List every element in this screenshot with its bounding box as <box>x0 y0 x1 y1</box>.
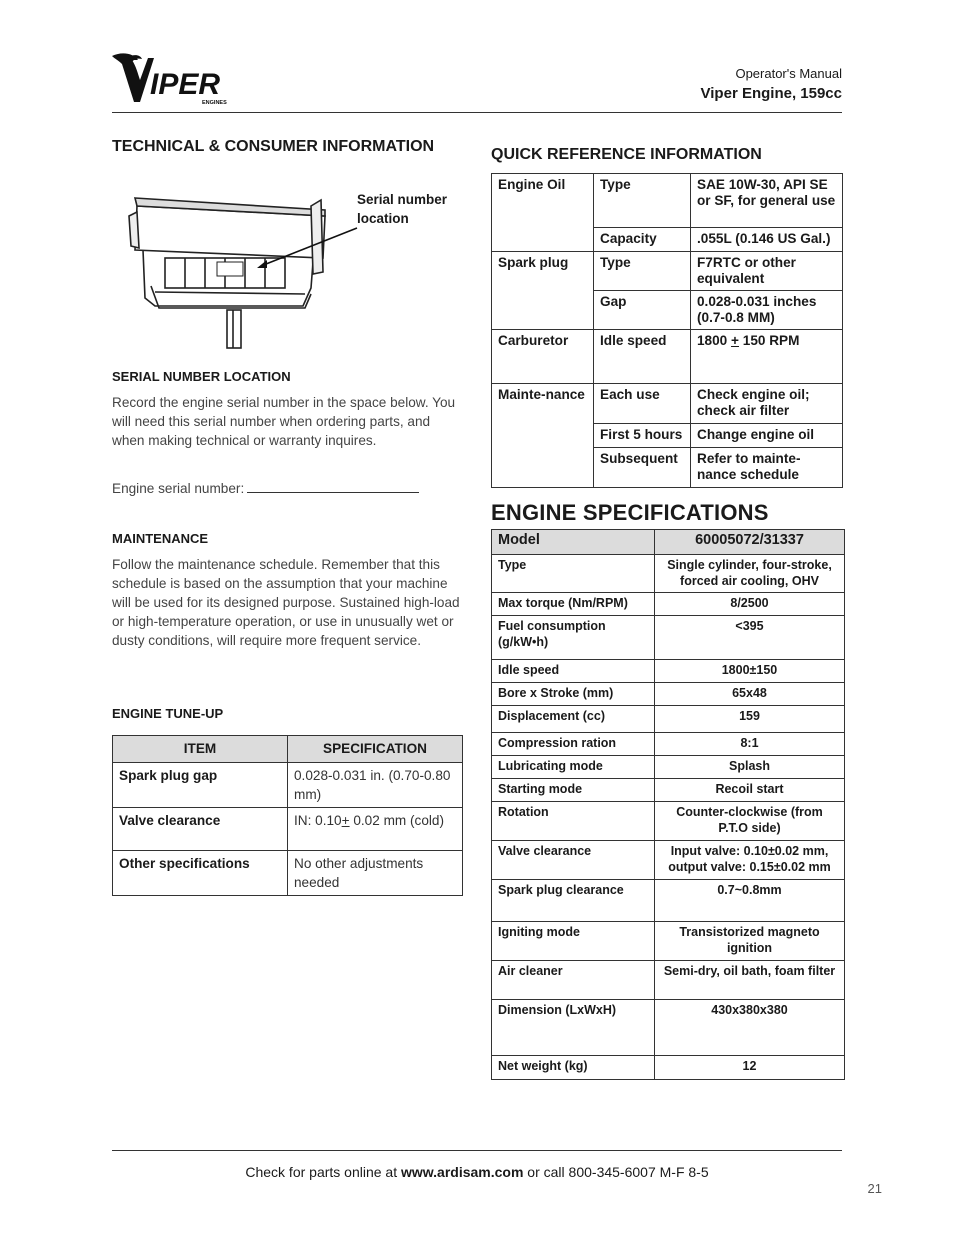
spec-value: Splash <box>655 756 845 779</box>
spec-label: Idle speed <box>492 660 655 683</box>
spec-model-value: 60005072/31337 <box>655 530 845 555</box>
engine-specifications-title: ENGINE SPECIFICATIONS <box>491 500 769 525</box>
table-row <box>492 555 845 593</box>
header-manual-label: Operator's Manual <box>735 66 842 81</box>
table-row <box>492 922 845 961</box>
table-row <box>492 802 845 841</box>
engine-serial-blank[interactable] <box>247 480 419 493</box>
table-row <box>492 841 845 880</box>
spec-value: Recoil start <box>655 779 845 802</box>
table-row <box>492 593 845 616</box>
table-row <box>492 779 845 802</box>
spec-value: Input valve: 0.10±0.02 mm, output valve: 0.15±0.02 mm <box>655 841 845 880</box>
spec-value: 0.7~0.8mm <box>655 880 845 922</box>
tuneup-item: Spark plug gap <box>113 763 288 808</box>
spec-label: Compression ration <box>492 733 655 756</box>
spec-label: Starting mode <box>492 779 655 802</box>
spec-value: 8/2500 <box>655 593 845 616</box>
spec-value: 1800±150 <box>655 660 845 683</box>
table-row <box>113 763 463 808</box>
table-row <box>492 174 843 228</box>
spec-value: 65x48 <box>655 683 845 706</box>
qr-type-label: Type <box>594 252 691 291</box>
table-row <box>492 1056 845 1080</box>
table-header-row <box>113 736 463 763</box>
qr-carburetor: Carburetor <box>492 330 594 384</box>
qr-capacity-label: Capacity <box>594 228 691 252</box>
website-link[interactable]: www.ardisam.com <box>401 1164 524 1180</box>
footer-text: Check for parts online at www.ardisam.com or call 800-345-6007 M-F 8-5 <box>245 1164 709 1180</box>
tuneup-header-spec: SPECIFICATION <box>288 736 463 763</box>
engine-specs-table <box>491 529 845 1080</box>
spec-label: Air cleaner <box>492 961 655 1000</box>
header-engine-title: Viper Engine, 159cc <box>700 85 842 102</box>
table-header-row <box>492 530 845 555</box>
spec-value: Semi-dry, oil bath, foam filter <box>655 961 845 1000</box>
qr-gap: 0.028-0.031 inches (0.7-0.8 MM) <box>691 291 843 330</box>
tuneup-item: Valve clearance <box>113 808 288 851</box>
qr-spark-plug: Spark plug <box>492 252 594 330</box>
table-row <box>492 961 845 1000</box>
page-number: 21 <box>867 1181 882 1196</box>
table-row <box>113 808 463 851</box>
table-row <box>492 756 845 779</box>
tuneup-spec: IN: 0.10+ 0.02 mm (cold) <box>288 808 463 851</box>
qr-first5-label: First 5 hours <box>594 424 691 448</box>
viper-logo <box>110 50 240 108</box>
spec-label: Max torque (Nm/RPM) <box>492 593 655 616</box>
qr-gap-label: Gap <box>594 291 691 330</box>
table-row <box>492 384 843 424</box>
spec-model-label: Model <box>492 530 655 555</box>
spec-value: 8:1 <box>655 733 845 756</box>
qr-engine-oil: Engine Oil <box>492 174 594 252</box>
qr-capacity: .055L (0.146 US Gal.) <box>691 228 843 252</box>
spec-label: Type <box>492 555 655 593</box>
spec-label: Net weight (kg) <box>492 1056 655 1080</box>
spec-value: 12 <box>655 1056 845 1080</box>
tuneup-spec: No other adjustments needed <box>288 851 463 896</box>
spec-label: Fuel consumption (g/kW•h) <box>492 616 655 660</box>
qr-each-use: Check engine oil; check air filter <box>691 384 843 424</box>
tuneup-header-item: ITEM <box>113 736 288 763</box>
table-row <box>113 851 463 896</box>
spec-label: Displacement (cc) <box>492 706 655 733</box>
engine-serial-field[interactable] <box>112 479 419 498</box>
tuneup-spec: 0.028-0.031 in. (0.70-0.80 mm) <box>288 763 463 808</box>
table-row <box>492 706 845 733</box>
spec-value: <395 <box>655 616 845 660</box>
tuneup-title: ENGINE TUNE-UP <box>112 706 224 721</box>
table-row <box>492 880 845 922</box>
table-row <box>492 1000 845 1056</box>
table-row <box>492 252 843 291</box>
spec-label: Spark plug clearance <box>492 880 655 922</box>
spec-value: Single cylinder, four-stroke, forced air cooling, OHV <box>655 555 845 593</box>
spec-value: Counter-clockwise (from P.T.O side) <box>655 802 845 841</box>
table-row <box>492 616 845 660</box>
serial-number-text: Record the engine serial number in the space below. You will need this serial number when ordering parts, and when making technical or warranty inquires. <box>112 395 456 448</box>
serial-number-title: SERIAL NUMBER LOCATION <box>112 369 291 384</box>
spec-label: Valve clearance <box>492 841 655 880</box>
spec-label: Bore x Stroke (mm) <box>492 683 655 706</box>
spec-label: Dimension (LxWxH) <box>492 1000 655 1056</box>
maintenance-text: Follow the maintenance schedule. Remember that this schedule is based on the assumption that your machine will be used for its designed purpose. Sustained high-load or high-temperature operation, or use in unusually wet or dusty conditions, will require more frequent service. <box>112 557 460 648</box>
qr-subsequent: Refer to mainte-nance schedule <box>691 448 843 488</box>
spec-label: Lubricating mode <box>492 756 655 779</box>
engine-diagram <box>125 188 365 353</box>
qr-idle: 1800 + 150 RPM <box>691 330 843 384</box>
spec-value: Transistorized magneto ignition <box>655 922 845 961</box>
maintenance-title: MAINTENANCE <box>112 531 209 546</box>
logo-subtext: ENGINES <box>202 100 227 106</box>
spec-value: 159 <box>655 706 845 733</box>
qr-maintenance: Mainte-nance <box>492 384 594 488</box>
header-divider <box>112 112 842 113</box>
serial-location-callout: Serial number location <box>357 192 448 226</box>
spec-label: Igniting mode <box>492 922 655 961</box>
table-row <box>492 660 845 683</box>
quick-reference-table <box>491 173 843 488</box>
quick-reference-title: QUICK REFERENCE INFORMATION <box>491 146 762 163</box>
engine-serial-label: Engine serial number: <box>112 481 245 496</box>
qr-subsequent-label: Subsequent <box>594 448 691 488</box>
spec-label: Rotation <box>492 802 655 841</box>
tuneup-item: Other specifications <box>113 851 288 896</box>
qr-first5: Change engine oil <box>691 424 843 448</box>
qr-idle-label: Idle speed <box>594 330 691 384</box>
tech-consumer-title: TECHNICAL & CONSUMER INFORMATION <box>112 138 435 155</box>
qr-oil-type: SAE 10W-30, API SE or SF, for general use <box>691 174 843 228</box>
footer-divider <box>112 1150 842 1151</box>
qr-each-use-label: Each use <box>594 384 691 424</box>
table-row <box>492 330 843 384</box>
table-row <box>492 733 845 756</box>
logo-wordmark: IPER <box>150 68 221 101</box>
table-row <box>492 683 845 706</box>
qr-type-label: Type <box>594 174 691 228</box>
tuneup-table <box>112 735 463 896</box>
spec-value: 430x380x380 <box>655 1000 845 1056</box>
qr-plug-type: F7RTC or other equivalent <box>691 252 843 291</box>
